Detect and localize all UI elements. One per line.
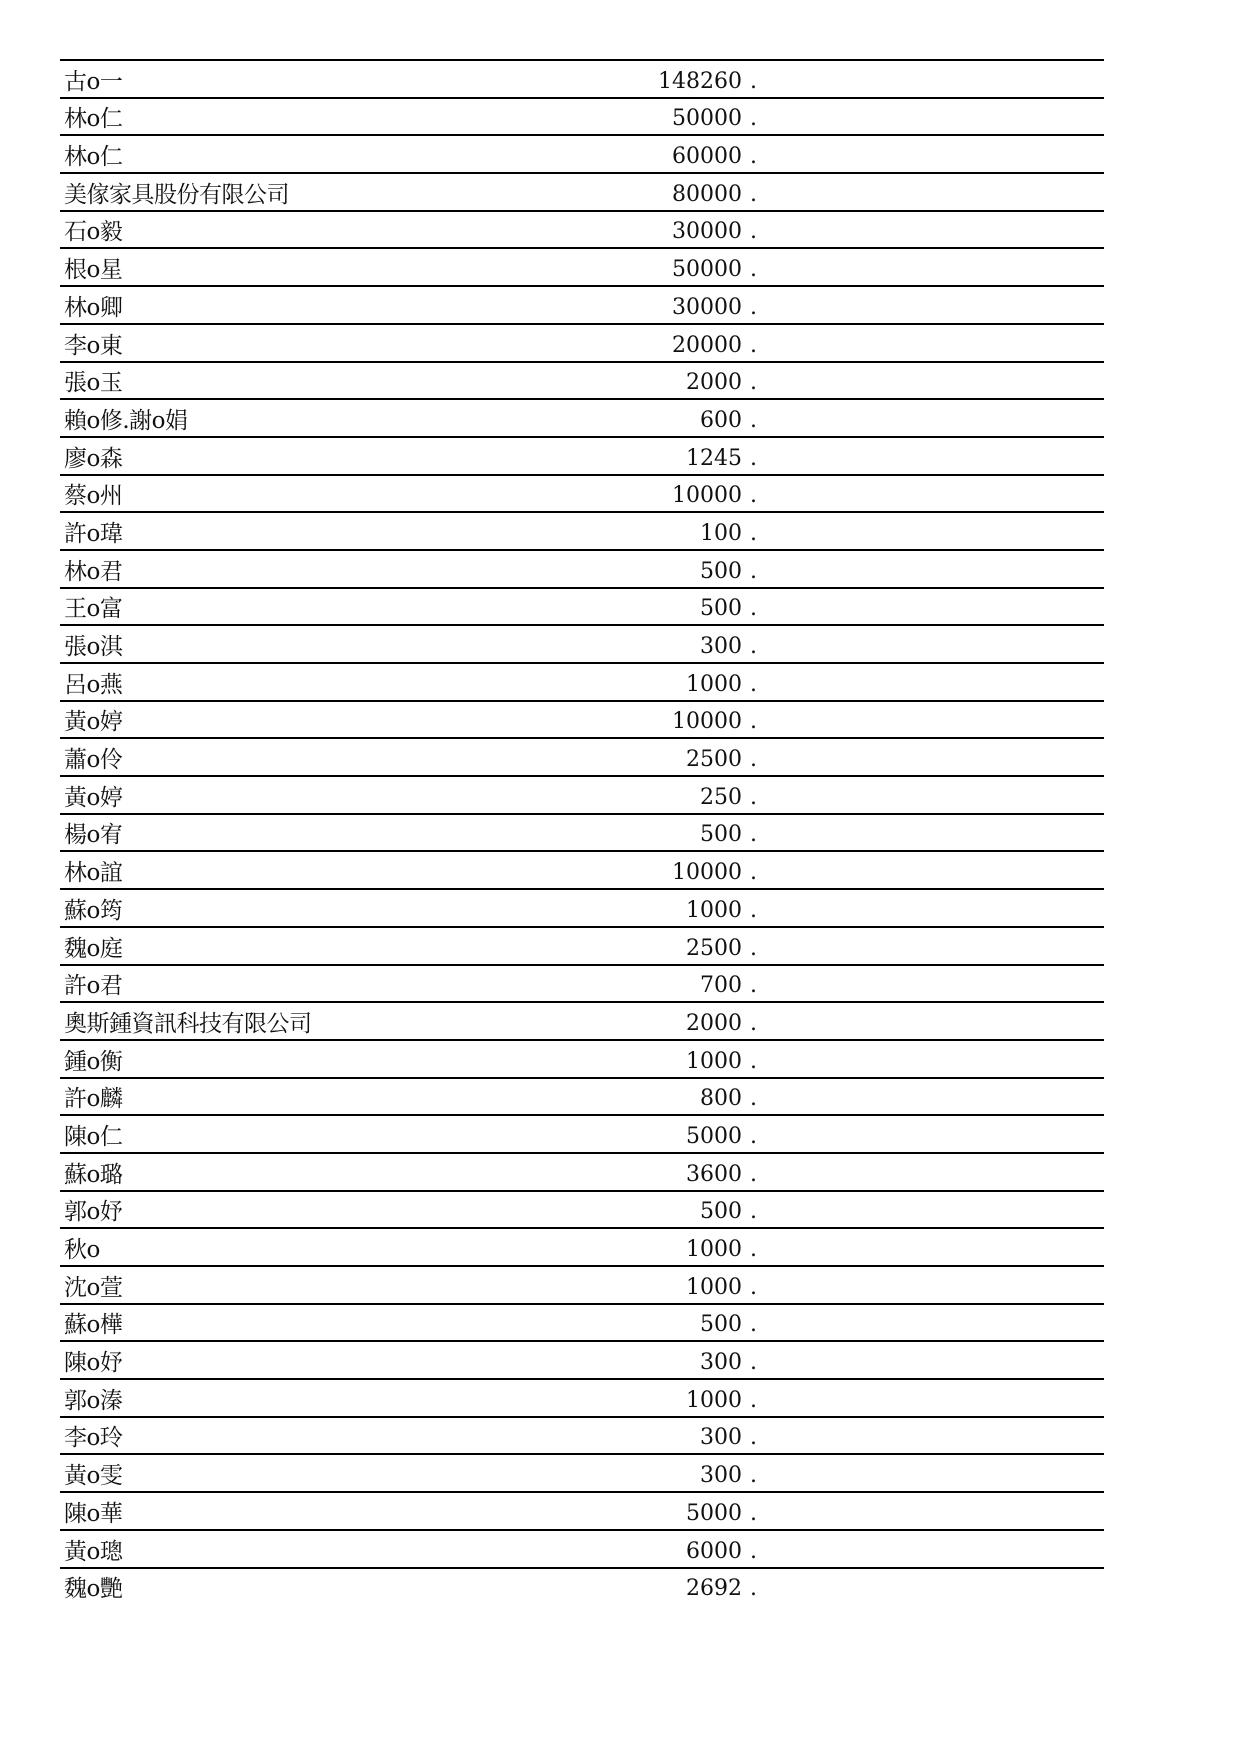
donation-amount-cell [672,481,757,511]
table-row [60,1227,1104,1265]
donor-name: 黃o婷 [64,784,123,811]
table-row [60,210,1104,248]
donor-name: 許o君 [64,973,123,1000]
donation-amount: 50000 [672,257,742,283]
amount-suffix: . [750,747,757,773]
amount-suffix: . [750,671,757,697]
donor-name: 呂o燕 [64,671,123,698]
donation-amount: 50000 [672,106,742,132]
donation-amount: 700 [700,973,742,999]
amount-suffix: . [750,1123,757,1149]
amount-suffix: . [750,407,757,433]
table-row [60,888,1104,926]
amount-suffix: . [750,1350,757,1376]
donor-name: 李o玲 [64,1425,123,1452]
table-row [60,134,1104,172]
donation-amount: 600 [700,407,742,433]
donation-amount-cell [686,1574,757,1604]
amount-suffix: . [750,1048,757,1074]
donor-name: 楊o宥 [64,822,123,849]
amount-suffix: . [750,1463,757,1489]
donation-amount-cell [686,1499,757,1529]
donor-name: 林o誼 [64,860,123,887]
amount-suffix: . [750,219,757,245]
table-row [60,323,1104,361]
amount-suffix: . [750,1576,757,1602]
donor-name: 根o星 [64,257,123,284]
donation-amount: 10000 [672,709,742,735]
amount-suffix: . [750,1312,757,1338]
amount-suffix: . [750,144,757,170]
table-row [60,1416,1104,1454]
table-row [60,59,1104,97]
table-row [60,1077,1104,1115]
donation-amount: 6000 [686,1538,742,1564]
donation-amount-cell [686,1273,757,1303]
table-row [60,361,1104,399]
donation-amount-cell [700,820,757,850]
donation-amount: 20000 [672,332,742,358]
donor-name: 魏o艷 [64,1576,123,1603]
table-row [60,1340,1104,1378]
donor-name: 奧斯鍾資訊科技有限公司 [64,1010,312,1037]
donation-amount: 10000 [672,860,742,886]
amount-suffix: . [750,596,757,622]
amount-suffix: . [750,483,757,509]
donor-name: 林o卿 [64,294,123,321]
donation-amount: 80000 [672,181,742,207]
donation-amount: 1000 [686,897,742,923]
donation-amount-cell [686,444,757,474]
donation-amount: 2000 [686,1010,742,1036]
donor-name: 廖o森 [64,445,123,472]
donation-amount: 300 [700,1350,742,1376]
donation-amount-cell [686,896,757,926]
donation-amount: 1000 [686,1237,742,1262]
donor-name: 張o玉 [64,370,123,397]
donation-amount-cell [700,594,757,624]
donation-amount-cell [686,1386,757,1416]
table-row [60,813,1104,851]
donation-amount-cell [686,1047,757,1077]
donor-name: 林o仁 [64,106,123,133]
donation-amount-cell [700,1423,757,1453]
amount-suffix: . [750,1387,757,1413]
amount-suffix: . [750,294,757,320]
donation-amount-cell [700,632,757,662]
donor-name: 陳o仁 [64,1123,123,1150]
donation-amount-cell [672,180,757,210]
donation-amount-cell [686,1009,757,1039]
donation-amount: 2000 [686,370,742,396]
donation-ledger [60,59,1104,1604]
donation-amount-cell [686,1160,757,1190]
donor-name: 張o淇 [64,634,123,660]
donor-name: 賴o修.謝o娟 [64,407,188,434]
donation-amount-cell [672,217,757,247]
donation-amount-cell [686,368,757,398]
table-row [60,700,1104,738]
donation-amount: 1245 [686,445,742,471]
table-row [60,398,1104,436]
amount-suffix: . [750,1274,757,1300]
amount-suffix: . [750,1161,757,1187]
donation-amount: 30000 [672,294,742,320]
donor-name: 黃o璁 [64,1538,123,1565]
donor-name: 林o君 [64,558,123,585]
table-row [60,1001,1104,1039]
donation-amount-cell [686,1235,757,1265]
donor-name: 石o毅 [64,219,123,246]
amount-suffix: . [750,68,757,94]
amount-suffix: . [750,1086,757,1112]
amount-suffix: . [750,1500,757,1526]
donation-amount-cell [672,331,757,361]
table-row [60,1378,1104,1416]
amount-suffix: . [750,860,757,886]
amount-suffix: . [750,1010,757,1036]
amount-suffix: . [750,973,757,999]
donation-amount: 1000 [686,671,742,697]
amount-suffix: . [750,520,757,546]
donation-amount: 300 [700,1425,742,1451]
donation-amount: 100 [700,520,742,546]
donor-name: 鍾o衡 [64,1048,123,1075]
donation-amount-cell [686,1537,757,1567]
donation-amount-cell [672,858,757,888]
amount-suffix: . [750,822,757,848]
table-row [60,850,1104,888]
donation-amount: 3600 [686,1161,742,1187]
amount-suffix: . [750,370,757,396]
donation-amount: 2500 [686,747,742,773]
table-row [60,172,1104,210]
amount-suffix: . [750,558,757,584]
donor-name: 沈o萱 [64,1274,123,1301]
table-row [60,737,1104,775]
donor-name: 黃o雯 [64,1463,123,1490]
table-row [60,1190,1104,1228]
donation-amount: 500 [700,822,742,848]
donation-amount-cell [700,1461,757,1491]
donation-amount: 2692 [686,1576,742,1602]
donation-amount: 500 [700,596,742,622]
table-row [60,97,1104,135]
amount-suffix: . [750,935,757,961]
table-row [60,1567,1104,1605]
donor-name: 許o麟 [64,1086,123,1113]
amount-suffix: . [750,1199,757,1225]
donation-amount-cell [700,1310,757,1340]
donation-amount-cell [686,670,757,700]
table-row [60,1491,1104,1529]
table-row [60,1303,1104,1341]
donation-amount-cell [672,293,757,323]
donation-amount: 500 [700,558,742,584]
donor-name: 蔡o州 [64,483,123,510]
table-row [60,1265,1104,1303]
donation-amount: 250 [700,784,742,810]
donation-amount: 60000 [672,144,742,170]
amount-suffix: . [750,445,757,471]
donation-amount-cell [700,557,757,587]
donation-amount-cell [658,67,757,97]
donor-name: 陳o妤 [64,1350,123,1377]
donation-amount: 5000 [686,1500,742,1526]
amount-suffix: . [750,106,757,132]
amount-suffix: . [750,634,757,659]
table-row [60,587,1104,625]
amount-suffix: . [750,1237,757,1262]
table-row [60,247,1104,285]
donor-name: 美傢家具股份有限公司 [64,181,289,208]
donor-name: 李o東 [64,332,123,359]
table-row [60,436,1104,474]
donation-amount: 30000 [672,219,742,245]
amount-suffix: . [750,257,757,283]
donation-amount: 148260 [658,68,742,94]
amount-suffix: . [750,332,757,358]
donation-amount-cell [700,1348,757,1378]
donation-amount-cell [672,255,757,285]
table-row [60,775,1104,813]
donation-amount: 300 [700,1463,742,1489]
table-row [60,1039,1104,1077]
table-row [60,285,1104,323]
donation-amount: 500 [700,1199,742,1225]
donation-amount-cell [700,1084,757,1114]
donation-amount-cell [686,934,757,964]
donor-name: 郭o妤 [64,1199,123,1226]
amount-suffix: . [750,897,757,923]
table-row [60,964,1104,1002]
donation-amount-cell [700,406,757,436]
donation-amount: 10000 [672,483,742,509]
donor-name: 蘇o璐 [64,1161,123,1188]
donor-name: 秋o [64,1237,100,1263]
donation-amount: 5000 [686,1123,742,1149]
donor-name: 黃o婷 [64,709,123,736]
donation-amount-cell [700,971,757,1001]
table-row [60,474,1104,512]
table-row [60,1453,1104,1491]
donor-name: 郭o溱 [64,1387,123,1414]
donor-name: 蘇o樺 [64,1312,123,1339]
donor-name: 魏o庭 [64,935,123,962]
amount-suffix: . [750,709,757,735]
donation-amount: 1000 [686,1048,742,1074]
donation-amount-cell [672,104,757,134]
table-row [60,662,1104,700]
table-row [60,624,1104,662]
donor-name: 蘇o筠 [64,897,123,924]
table-row [60,1529,1104,1567]
donation-amount-cell [686,1122,757,1152]
donation-amount: 1000 [686,1274,742,1300]
donation-amount: 300 [700,634,742,659]
donor-name: 林o仁 [64,144,123,171]
donation-amount-cell [686,745,757,775]
donation-amount: 500 [700,1312,742,1338]
donation-amount-cell [700,1197,757,1227]
donation-amount-cell [672,142,757,172]
table-row [60,549,1104,587]
donation-amount: 1000 [686,1387,742,1413]
donor-name: 許o瑋 [64,520,123,547]
amount-suffix: . [750,1538,757,1564]
donation-amount: 800 [700,1086,742,1112]
donation-amount-cell [672,707,757,737]
donor-name: 古o一 [64,68,123,95]
donor-name: 陳o華 [64,1500,123,1527]
donation-amount-cell [700,519,757,549]
table-row [60,1152,1104,1190]
table-row [60,1114,1104,1152]
table-row [60,926,1104,964]
donor-name: 王o富 [64,596,123,623]
donation-amount: 2500 [686,935,742,961]
donor-name: 蕭o伶 [64,747,123,774]
donation-amount-cell [700,783,757,813]
amount-suffix: . [750,784,757,810]
amount-suffix: . [750,1425,757,1451]
amount-suffix: . [750,181,757,207]
table-row [60,511,1104,549]
